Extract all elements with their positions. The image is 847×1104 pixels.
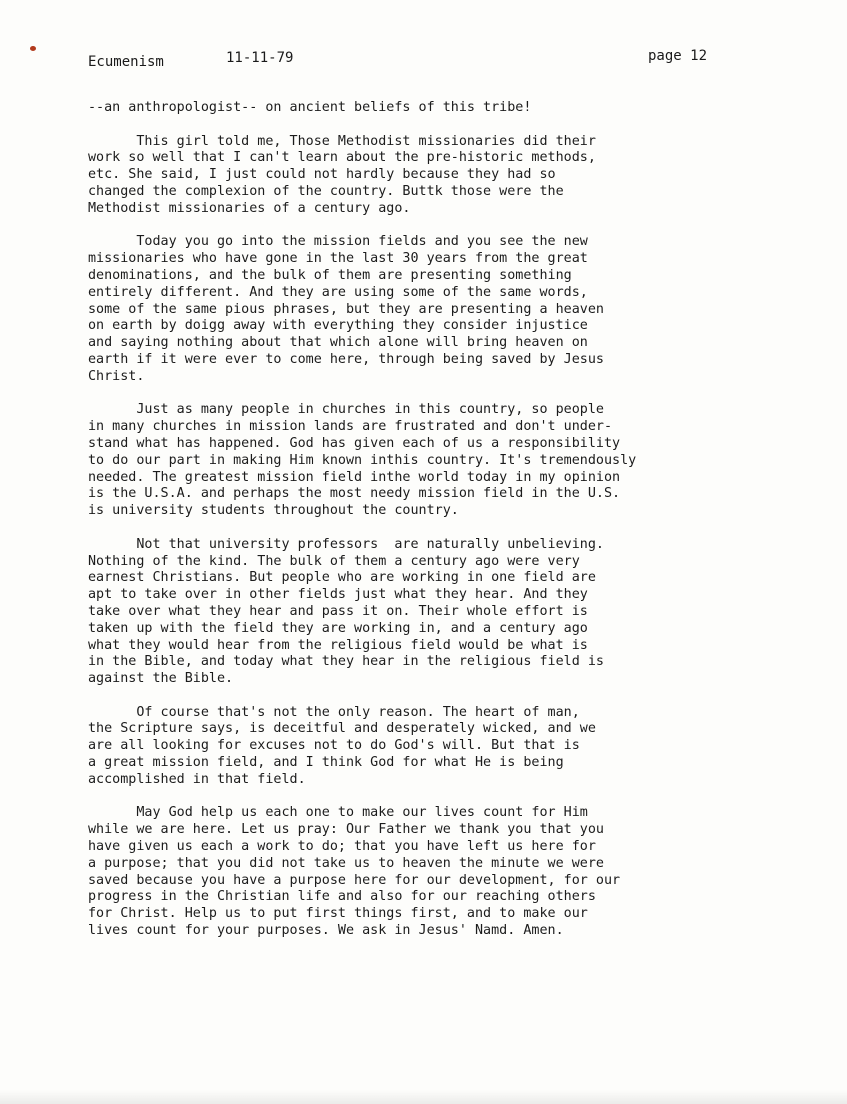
header-topic: Ecumenism [88, 54, 164, 70]
text-line: to do our part in making Him known inthis country. It's tremendously [88, 452, 637, 468]
text-line: etc. She said, I just could not hardly because they had so [88, 167, 556, 183]
text-line: saved because you have a purpose here for our development, for our [88, 872, 621, 888]
text-line: progress in the Christian life and also for our reaching others [88, 889, 596, 905]
text-line: is the U.S.A. and perhaps the most needy mission field in the U.S. [88, 486, 621, 502]
text-line: accomplished in that field. [88, 771, 306, 787]
text-line: stand what has happened. God has given each of us a responsibility [88, 435, 621, 451]
page-bottom-edge [0, 1090, 847, 1104]
text-line: take over what they hear and pass it on. Their whole effort is [88, 603, 588, 619]
text-line: a purpose; that you did not take us to heaven the minute we were [88, 855, 604, 871]
ink-spot [30, 46, 36, 51]
text-line: Not that university professors are naturally unbelieving. [88, 536, 604, 552]
text-line: in the Bible, and today what they hear in the religious field is [88, 654, 604, 670]
text-line: changed the complexion of the country. Buttk those were the [88, 183, 564, 199]
text-line: Christ. [88, 368, 145, 384]
text-line: are all looking for excuses not to do God's will. But that is [88, 738, 580, 754]
text-line: is university students throughout the country. [88, 503, 459, 519]
text-line: Just as many people in churches in this country, so people [88, 402, 604, 418]
text-line: entirely different. And they are using some of the same words, [88, 284, 588, 300]
text-line: missionaries who have gone in the last 30 years from the great [88, 251, 588, 267]
text-line: in many churches in mission lands are frustrated and don't under- [88, 419, 613, 435]
paragraph [88, 805, 800, 939]
text-line: apt to take over in other fields just what they hear. And they [88, 587, 588, 603]
text-line: denominations, and the bulk of them are presenting something [88, 267, 572, 283]
text-line: This girl told me, Those Methodist missionaries did their [88, 133, 596, 149]
text-line: taken up with the field they are working in, and a century ago [88, 620, 588, 636]
text-line: Of course that's not the only reason. The heart of man, [88, 704, 580, 720]
page-number: page 12 [648, 48, 708, 64]
body-text [88, 100, 800, 957]
paragraph [88, 705, 800, 789]
paragraph [88, 134, 800, 218]
text-line: some of the same pious phrases, but they are presenting a heaven [88, 301, 604, 317]
paragraph [88, 234, 800, 385]
text-line: earth if it were ever to come here, through being saved by Jesus [88, 351, 604, 367]
text-line: for Christ. Help us to put first things first, and to make our [88, 906, 588, 922]
text-line: what they would hear from the religious field would be what is [88, 637, 588, 653]
text-line: lives count for your purposes. We ask in Jesus' Namd. Amen. [88, 923, 564, 939]
text-line: and saying nothing about that which alone will bring heaven on [88, 335, 588, 351]
text-line: needed. The greatest mission field inthe world today in my opinion [88, 469, 621, 485]
text-line: Today you go into the mission fields and you see the new [88, 234, 588, 250]
paragraph [88, 100, 800, 117]
text-line: on earth by doigg away with everything they consider injustice [88, 318, 588, 334]
page-header [88, 48, 747, 68]
text-line: the Scripture says, is deceitful and desperately wicked, and we [88, 721, 596, 737]
text-line: May God help us each one to make our lives count for Him [88, 805, 588, 821]
text-line: --an anthropologist-- on ancient beliefs of this tribe! [88, 100, 532, 115]
text-line: work so well that I can't learn about the pre-historic methods, [88, 150, 596, 166]
text-line: earnest Christians. But people who are working in one field are [88, 570, 596, 586]
text-line: while we are here. Let us pray: Our Father we thank you that you [88, 822, 604, 838]
text-line: Methodist missionaries of a century ago. [88, 200, 411, 216]
paragraph [88, 402, 800, 520]
header-date: 11-11-79 [226, 50, 294, 66]
text-line: have given us each a work to do; that you have left us here for [88, 839, 596, 855]
text-line: against the Bible. [88, 671, 234, 687]
text-line: Nothing of the kind. The bulk of them a century ago were very [88, 553, 580, 569]
text-line: a great mission field, and I think God for what He is being [88, 755, 564, 771]
paragraph [88, 537, 800, 688]
